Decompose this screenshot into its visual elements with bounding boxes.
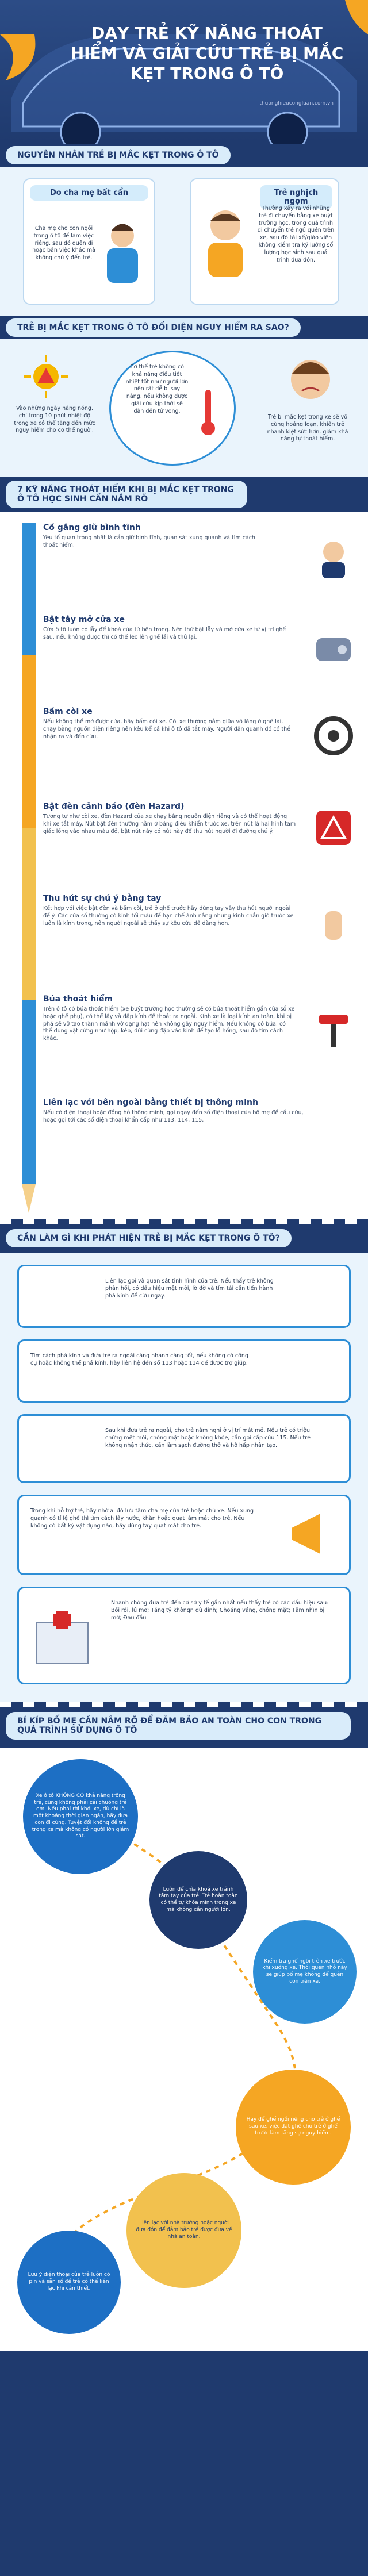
dangers-title: TRẺ BỊ MẮC KẸT TRONG Ô TÔ ĐỐI DIỆN NGUY HIỂM RA SAO? — [6, 318, 301, 337]
tip-circle — [126, 2173, 241, 2288]
action-card — [17, 1414, 351, 1483]
skill-title: Bật tắy mở cửa xe — [43, 615, 125, 624]
skill-title: Cố gắng giữ bình tĩnh — [43, 523, 141, 532]
steering-wheel-icon — [310, 713, 356, 759]
dangers-title-bar — [0, 316, 368, 339]
source-credit: thuonghieucongluan.com.vn — [259, 101, 334, 106]
cause-parents-label: Do cha mẹ bất cẩn — [30, 185, 148, 201]
tip-circle — [150, 1851, 247, 1949]
tip-text: Kiểm tra ghế ngồi trên xe trước khi xuống xe. Thói quen nhỏ này sẽ giúp bố mẹ không để quên con trên xe. — [262, 1958, 347, 1984]
tip-text: Xe ô tô KHÔNG CÓ khả năng trông trẻ, cũng không phải cái chuồng trẻ em. Nếu phải rời khỏi xe, dù chỉ là một khoảng thời gian ngắn, hãy đưa con đi cùng. Tuyệt đối không để trẻ trong xe mà không có người lớn giám sát. — [32, 1793, 129, 1840]
skills-panel — [0, 512, 368, 1219]
cause-parents-text: Cha mẹ cho con ngồi trong ô tô để làm việc riêng, sau đó quên đi hoặc bận việc khác mà không chú ý đến trẻ. — [32, 225, 95, 262]
tip-text: Lưu ý diện thoại của trẻ luôn có pin và sẵn số để trẻ có thể liên lạc khi cần thiết. — [28, 2272, 110, 2291]
hammer-icon — [310, 1006, 356, 1052]
seated-child-icon — [310, 535, 356, 581]
skill-item — [43, 995, 296, 1043]
skill-title: Bật đèn cảnh báo (đèn Hazard) — [43, 802, 185, 811]
action-text: Liên lạc gọi và quan sát tình hình của trẻ. Nếu thấy trẻ không phản hồi, có dấu hiệu mệt mỏi, lờ đờ và tím tái cần tiến hành phá kính để cứu ngay. — [105, 1278, 274, 1299]
skill-text: Trên ô tô có búa thoát hiểm (xe buýt trường học thường sẽ có búa thoát hiểm gần cửa sổ xe hoặc ghế phụ), có thể lấy và đập kính để thoát ra ngoài. Kính xe là loại kính an toàn, khi bị phá sẽ vỡ tạo thành mảnh vở dạng hạt nên không gây nguy hiểm. Nếu không có búa, có thể dùng vật cứng như hộp, kép, dùi cứng đập vào kính để tạo lỗ hổng, sau đó tìm cách khác. — [43, 1006, 295, 1042]
tip-circle — [17, 2231, 121, 2334]
page-title: DẠY TRẺ KỸ NĂNG THOÁT HIỂM VÀ GIẢI CỨU TRẺ BỊ MẮC KẸT TRONG Ô TÔ — [70, 24, 344, 83]
causes-title: NGUYÊN NHÂN TRẺ BỊ MẮC KẸT TRONG Ô TÔ — [6, 146, 231, 164]
action-card — [17, 1495, 351, 1575]
action-text: Sau khi đưa trẻ ra ngoài, cho trẻ nằm nghỉ ở vị trí mát mẻ. Nếu trẻ có triệu chứng mệt mỏi, chóng mặt hoặc không khỏe, cần gọi cấp cứu 115. Nếu trẻ không nhận thức, cần làm sạch đường thở và hô hấp nhân tạo. — [105, 1427, 311, 1449]
sleeping-child-icon — [197, 202, 254, 283]
tip-circle — [253, 1920, 356, 2024]
skill-item — [43, 523, 262, 550]
skill-item — [43, 894, 296, 927]
tips-title-bar — [0, 1707, 368, 1748]
hero-header — [0, 0, 368, 144]
cause-children-label: Trẻ nghịch ngợm — [260, 185, 332, 209]
skill-item — [43, 615, 296, 642]
actions-title: CẦN LÀM GÌ KHI PHÁT HIỆN TRẺ BỊ MẮC KẸT TRONG Ô TÔ? — [6, 1229, 292, 1247]
skill-text: Nếu không thể mở được cửa, hãy bấm còi xe. Còi xe thường nằm giữa vô lăng ở ghế lái, chạy bằng nguồn điện riêng nên kêu kể cả khi ô tô đã tắt máy. Người dân quanh đó có thể nhận ra và đến cứu. — [43, 719, 291, 740]
tips-title: BÍ KÍP BỐ MẸ CẦN NẮM RÕ ĐỂ ĐẢM BẢO AN TOÀN CHO CON TRONG QUÁ TRÌNH SỬ DỤNG Ô TÔ — [6, 1712, 351, 1740]
tip-circle — [23, 1759, 138, 1874]
causes-title-bar — [0, 144, 368, 167]
tip-text: Luôn để chìa khoá xe tránh tầm tay của trẻ. Trẻ hoàn toàn có thể tự khóa mình trong xe mà không cần người lớn. — [159, 1886, 238, 1913]
skill-item — [43, 707, 296, 740]
divider-stripe — [0, 1219, 368, 1224]
crying-child-icon — [282, 351, 339, 408]
hospital-icon — [30, 1606, 94, 1669]
danger-body-text: Cơ thể trẻ không có khả năng điều tiết nhiệt tốt như người lớn nên rất dễ bị say nắng, nếu không được giải cứu kịp thời sẽ dẫn đến tử vong. — [125, 364, 189, 414]
danger-center-circle — [109, 351, 236, 466]
door-lock-icon — [310, 627, 356, 673]
action-text: Trong khi hỗ trợ trẻ, hãy nhờ ai đó lưu tâm cha mẹ của trẻ hoặc chủ xe. Nếu xung quanh có tỉ lệ ghế thì tìm cách lấy nước, khăn hoặc quạt làm mát cho trẻ. Nếu không có bất kỳ vật dụng nào, hãy dùng tay quạt mát cho trẻ. — [30, 1508, 254, 1529]
tip-text: Liên lạc với nhà trường hoặc người đưa đón để đảm bảo trẻ được đưa về nhà an toàn. — [136, 2220, 232, 2240]
tip-text: Hãy để ghế ngồi riêng cho trẻ ở ghế sau xe, việc đặt ghế cho trẻ ở ghế trước làm tăng sự nguy hiểm. — [246, 2117, 340, 2136]
skill-item — [43, 802, 296, 835]
skill-title: Liên lạc với bên ngoài bằng thiết bị thông minh — [43, 1098, 258, 1107]
skill-text: Kết hợp với việc bật đèn và bấm còi, trẻ ở ghế trước hãy dùng tay vẫy thu hút người ngoài để ý. Các cửa số thường có kính tối màu để hạn chế ánh nắng nhưng kính chắn gió trước xe luôn là kính trong, nên người ngoài sẽ thấy sự kêu cứu dễ dàng hơn. — [43, 905, 294, 927]
pencil-timeline-icon — [12, 512, 46, 1219]
skills-title: 7 KỸ NĂNG THOÁT HIỂM KHI BỊ MẮC KẸT TRONG Ô TÔ HỌC SINH CẦN NẮM RÕ — [6, 481, 247, 508]
thermometer-child-icon — [188, 387, 228, 439]
action-card — [17, 1339, 351, 1403]
skill-text: Yêu tố quan trọng nhất là cần giữ bình tĩnh, quan sát xung quanh và tìm cách thoát hiểm. — [43, 535, 255, 548]
skill-title: Bấm còi xe — [43, 707, 93, 716]
skills-title-bar — [0, 477, 368, 512]
dangers-panel — [0, 339, 368, 477]
danger-panic-text: Trẻ bị mắc kẹt trong xe sẽ vô cùng hoảng loạn, khiến trẻ nhanh kiệt sức hơn, giảm khả năng tự thoát hiểm. — [267, 414, 348, 443]
megaphone-icon — [286, 1508, 338, 1560]
danger-heat-text: Vào những ngày nắng nóng, chỉ trong 10 phút nhiệt độ trong xe có thể tăng đến mức nguy hiểm cho cơ thể người. — [14, 405, 95, 434]
parent-icon — [97, 220, 148, 289]
divider-stripe — [0, 1702, 368, 1707]
causes-panel — [0, 167, 368, 316]
action-text: Nhanh chóng đưa trẻ đến cơ sở y tế gần nhất nếu thấy trẻ có các dấu hiệu sau: Bồi rối, lú mơ; Tăng tỷ khôngn đủ đinh; Choáng váng, chóng mặt; Tăm nhìn bị mờ; Đau đầu — [111, 1600, 329, 1621]
cause-card-children — [190, 178, 339, 305]
skill-text: Tương tự như còi xe, đèn Hazard của xe chạy bằng nguồn điện riêng và có thể hoạt động khi xe tắt máy. Nút bật đèn thường nằm ở bảng điều khiển trước xe, trên nút là hai hình tam giác lồng vào nhau màu đỏ, bật nút này có nút này để thu hút người đi đường chú ý. — [43, 813, 296, 835]
tips-panel — [0, 1748, 368, 2351]
skill-text: Cửa ô tô luôn có lẫy để khoá cửa từ bên trong. Nên thử bật lẫy và mở cửa xe từ vị trí ghế sau, nếu không được thì có thể leo lên ghế lái và thử lại. — [43, 627, 286, 640]
cause-children-text: Thường xảy ra với những trẻ đi chuyến bằng xe buýt trường học, trong quá trình di chuyển trẻ ngủ quên trên xe, sau đó tài xế/giáo viên không kiểm tra kỹ lưỡng số lượng học sinh sau quá trình đưa đón. — [257, 205, 335, 263]
sun-warning-icon — [23, 354, 69, 400]
skill-title: Búa thoát hiểm — [43, 995, 113, 1004]
skill-item — [43, 1098, 313, 1124]
actions-title-bar — [0, 1224, 368, 1253]
waving-hand-icon — [310, 903, 356, 949]
action-text: Tìm cách phá kính và đưa trẻ ra ngoài càng nhanh càng tốt, nếu không có công cụ hoặc không thể phá kính, hãy liên hệ đến số 113 hoặc 114 để được trợ giúp. — [30, 1353, 248, 1366]
skill-title: Thu hút sự chú ý bằng tay — [43, 894, 162, 903]
skill-text: Nếu có điện thoại hoặc đồng hồ thông minh, gọi ngay đến số điện thoại của bố mẹ để cầu cứu, hoặc gọi tới các số điện thoại khẩn cấp như 113, 114, 115. — [43, 1110, 304, 1123]
cause-card-parents — [23, 178, 155, 305]
action-card — [17, 1587, 351, 1684]
tip-circle — [236, 2070, 351, 2185]
action-card — [17, 1265, 351, 1328]
actions-panel — [0, 1253, 368, 1702]
hazard-button-icon — [310, 805, 356, 851]
